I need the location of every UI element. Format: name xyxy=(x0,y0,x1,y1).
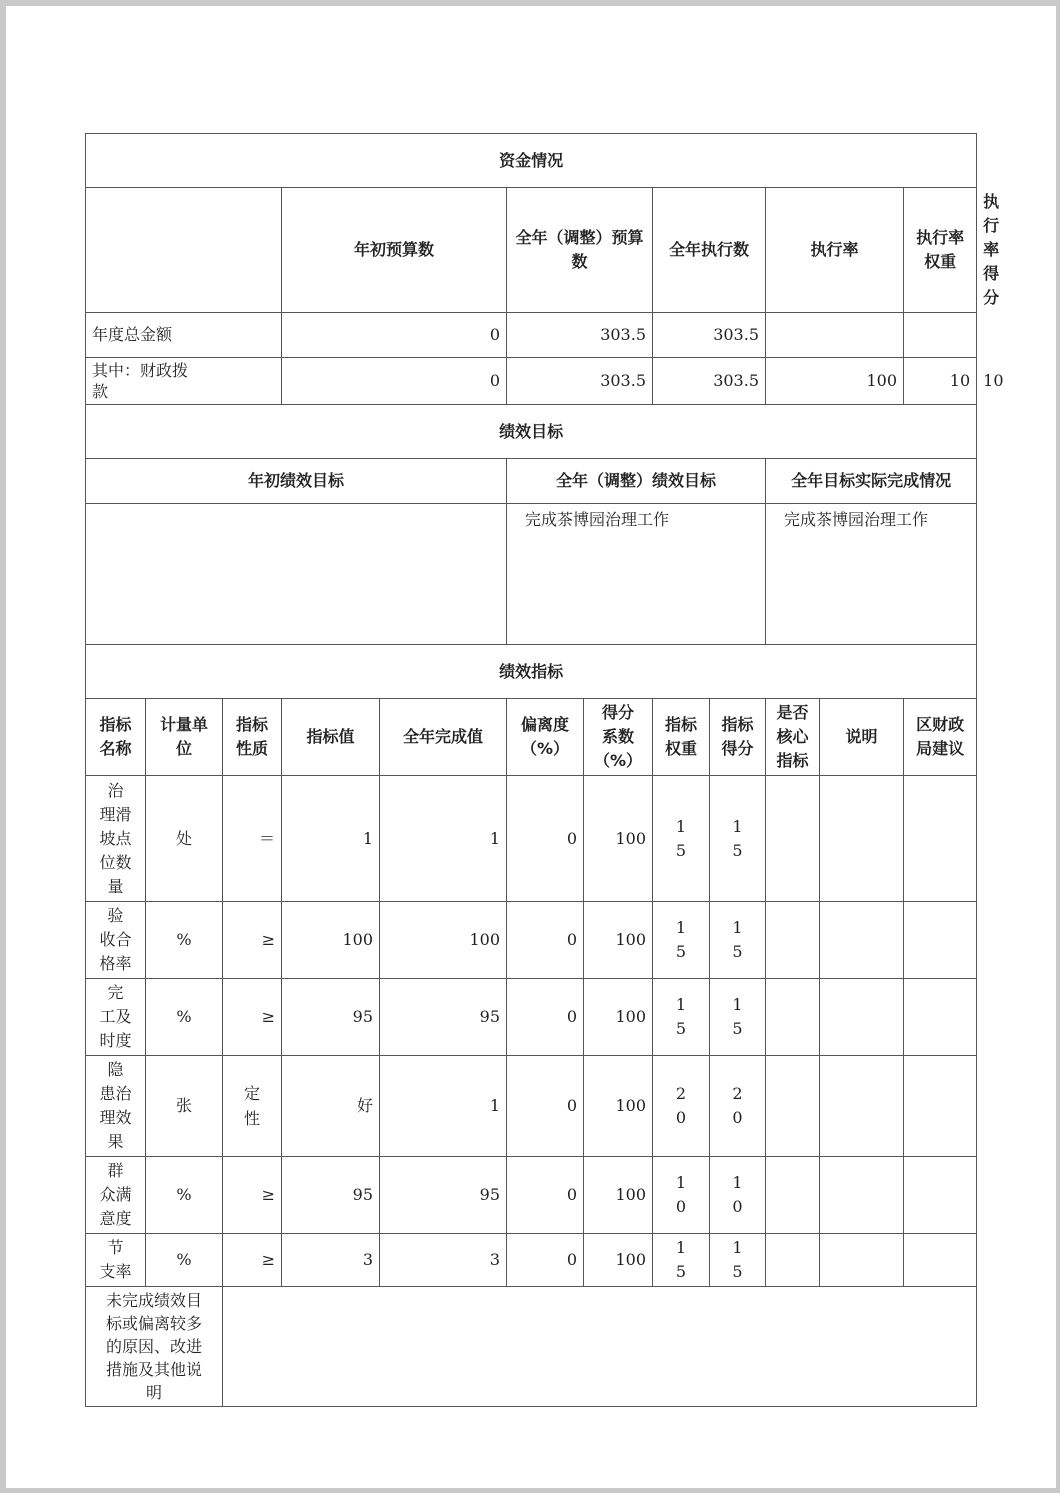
indicator-name: 验 收合 格率 xyxy=(86,902,146,979)
indicator-note xyxy=(820,902,904,979)
indicator-score-coef: 100 xyxy=(584,902,653,979)
funds-row-label: 年度总金额 xyxy=(86,313,282,358)
funds-rate-value xyxy=(766,313,904,358)
indicator-advice xyxy=(904,1056,977,1157)
funds-adjusted-value: 303.5 xyxy=(507,313,653,358)
indicator-nature: ≥ xyxy=(223,902,282,979)
header-target-value: 指标值 xyxy=(282,699,380,776)
indicator-row xyxy=(86,1157,977,1234)
document-page xyxy=(6,6,1056,1488)
funds-adjusted-value: 303.5 xyxy=(507,358,653,405)
indicator-actual: 3 xyxy=(380,1234,507,1287)
header-adjusted-goal: 全年（调整）绩效目标 xyxy=(507,459,766,504)
header-deviation: 偏离度 （%） xyxy=(507,699,584,776)
indicator-weight: 1 5 xyxy=(653,1234,710,1287)
indicator-unit: % xyxy=(146,902,223,979)
indicator-unit: % xyxy=(146,1157,223,1234)
indicator-name: 隐 患治 理效 果 xyxy=(86,1056,146,1157)
indicator-core xyxy=(766,776,820,902)
indicator-note xyxy=(820,1157,904,1234)
indicator-score: 1 5 xyxy=(710,979,766,1056)
funds-executed-value: 303.5 xyxy=(653,358,766,405)
header-executed: 全年执行数 xyxy=(653,188,766,313)
indicator-note xyxy=(820,979,904,1056)
indicator-core xyxy=(766,1056,820,1157)
indicator-target: 95 xyxy=(282,1157,380,1234)
indicator-note xyxy=(820,776,904,902)
indicator-deviation: 0 xyxy=(507,979,584,1056)
indicator-nature: ≥ xyxy=(223,1157,282,1234)
goal-completion-value: 完成茶博园治理工作 xyxy=(766,504,977,645)
header-weight: 指标 权重 xyxy=(653,699,710,776)
funds-initial-value: 0 xyxy=(282,358,507,405)
indicator-score-coef: 100 xyxy=(584,1056,653,1157)
indicator-actual: 1 xyxy=(380,1056,507,1157)
indicator-score-coef: 100 xyxy=(584,1234,653,1287)
header-indicator-name: 指标 名称 xyxy=(86,699,146,776)
header-goal-completion: 全年目标实际完成情况 xyxy=(766,459,977,504)
indicator-score: 1 5 xyxy=(710,902,766,979)
indicator-weight: 1 5 xyxy=(653,979,710,1056)
header-note: 说明 xyxy=(820,699,904,776)
indicator-deviation: 0 xyxy=(507,902,584,979)
indicator-name: 完 工及 时度 xyxy=(86,979,146,1056)
indicator-row xyxy=(86,1234,977,1287)
indicator-unit: % xyxy=(146,1234,223,1287)
indicator-target: 95 xyxy=(282,979,380,1056)
indicator-unit: % xyxy=(146,979,223,1056)
indicator-row xyxy=(86,979,977,1056)
funds-weight-value: 10 xyxy=(904,358,977,405)
indicator-score: 2 0 xyxy=(710,1056,766,1157)
indicator-note xyxy=(820,1234,904,1287)
indicator-row xyxy=(86,902,977,979)
header-adjusted-budget: 全年（调整）预算数 xyxy=(507,188,653,313)
funds-row-label: 其中：财政拨 款 xyxy=(86,358,282,405)
indicator-deviation: 0 xyxy=(507,1234,584,1287)
indicator-deviation: 0 xyxy=(507,776,584,902)
remarks-value xyxy=(223,1287,977,1407)
indicator-target: 1 xyxy=(282,776,380,902)
indicator-score-coef: 100 xyxy=(584,1157,653,1234)
indicator-actual: 95 xyxy=(380,979,507,1056)
indicator-unit: 张 xyxy=(146,1056,223,1157)
header-unit: 计量单 位 xyxy=(146,699,223,776)
indicator-score: 1 5 xyxy=(710,1234,766,1287)
indicator-nature: 定 性 xyxy=(223,1056,282,1157)
indicator-note xyxy=(820,1056,904,1157)
indicator-nature: ≥ xyxy=(223,979,282,1056)
funds-header-blank xyxy=(86,188,282,313)
indicator-unit: 处 xyxy=(146,776,223,902)
goals-title: 绩效目标 xyxy=(86,405,977,459)
indicator-row xyxy=(86,1056,977,1157)
funds-rate-value: 100 xyxy=(766,358,904,405)
indicator-score: 1 0 xyxy=(710,1157,766,1234)
funds-title: 资金情况 xyxy=(86,134,977,188)
indicator-advice xyxy=(904,776,977,902)
header-exec-rate: 执行率 xyxy=(766,188,904,313)
header-initial-goal: 年初绩效目标 xyxy=(86,459,507,504)
indicator-actual: 100 xyxy=(380,902,507,979)
indicator-score-coef: 100 xyxy=(584,776,653,902)
header-exec-weight: 执行率 权重 xyxy=(904,188,977,313)
indicator-weight: 1 5 xyxy=(653,776,710,902)
indicator-row xyxy=(86,776,977,902)
indicator-core xyxy=(766,1157,820,1234)
funds-executed-value: 303.5 xyxy=(653,313,766,358)
funds-weight-value xyxy=(904,313,977,358)
indicator-actual: 1 xyxy=(380,776,507,902)
indicator-name: 治 理滑 坡点 位数 量 xyxy=(86,776,146,902)
header-core-indicator: 是否 核心 指标 xyxy=(766,699,820,776)
initial-goal-value xyxy=(86,504,507,645)
indicator-weight: 1 0 xyxy=(653,1157,710,1234)
indicator-deviation: 0 xyxy=(507,1056,584,1157)
indicator-weight: 1 5 xyxy=(653,902,710,979)
indicator-core xyxy=(766,979,820,1056)
indicator-target: 3 xyxy=(282,1234,380,1287)
indicator-score: 1 5 xyxy=(710,776,766,902)
indicator-deviation: 0 xyxy=(507,1157,584,1234)
indicators-header-row xyxy=(86,699,977,776)
header-score-coef: 得分 系数 （%） xyxy=(584,699,653,776)
indicator-weight: 2 0 xyxy=(653,1056,710,1157)
indicators-body xyxy=(86,776,977,1287)
indicator-advice xyxy=(904,1157,977,1234)
indicator-core xyxy=(766,902,820,979)
header-bureau-advice: 区财政 局建议 xyxy=(904,699,977,776)
indicator-target: 100 xyxy=(282,902,380,979)
indicator-name: 节 支率 xyxy=(86,1234,146,1287)
indicator-name: 群 众满 意度 xyxy=(86,1157,146,1234)
indicator-advice xyxy=(904,979,977,1056)
indicator-advice xyxy=(904,902,977,979)
indicator-nature: ＝ xyxy=(223,776,282,902)
indicator-advice xyxy=(904,1234,977,1287)
indicator-actual: 95 xyxy=(380,1157,507,1234)
header-score: 指标 得分 xyxy=(710,699,766,776)
adjusted-goal-value: 完成茶博园治理工作 xyxy=(507,504,766,645)
indicator-target: 好 xyxy=(282,1056,380,1157)
indicator-core xyxy=(766,1234,820,1287)
header-initial-budget: 年初预算数 xyxy=(282,188,507,313)
header-nature: 指标 性质 xyxy=(223,699,282,776)
header-annual-actual: 全年完成值 xyxy=(380,699,507,776)
indicators-title: 绩效指标 xyxy=(86,645,977,699)
indicator-nature: ≥ xyxy=(223,1234,282,1287)
funds-initial-value: 0 xyxy=(282,313,507,358)
remarks-label: 未完成绩效目 标或偏离较多 的原因、改进 措施及其他说 明 xyxy=(86,1287,223,1407)
indicator-score-coef: 100 xyxy=(584,979,653,1056)
performance-table: 资金情况 年初预算数 全年（调整）预算数 全年执行数 执行率 执行率 权重 执行率 得分 年度总金额 0 303.5 303.5 其中：财政拨 款 0 303.5 303.5 100 10 10 绩效目标 年初绩效目标 全年（调整）绩效目标 全年目标实际完成情况 完成茶博园治理工作 完成茶博园治理工作 绩效指标 指标 名称 计量单 位 指标 性质 指标值 全年完成值 偏离度 （%） 得分 系数 （%） 指标 权重 指标 得分 是否 核心 指标 说明 区财政 局建议 治 理滑 坡点 位数 量 处 ＝ 1 1 0 100 1 5 1 5 验 收合 格率 % ≥ 100 100 0 100 1 5 1 5 完 工及 时度 % ≥ 95 95 0 100 1 5 1 5 隐 患治 理效 果 张 定 性 好 1 0 100 2 0 2 0 群 众满 意度 % ≥ 95 95 0 100 1 0 1 0 节 支率 % ≥ 3 3 0 100 1 5 1 5 未完成绩效目 标或偏离较多 的原因、改进 措施及其他说 明 xyxy=(85,133,977,1407)
